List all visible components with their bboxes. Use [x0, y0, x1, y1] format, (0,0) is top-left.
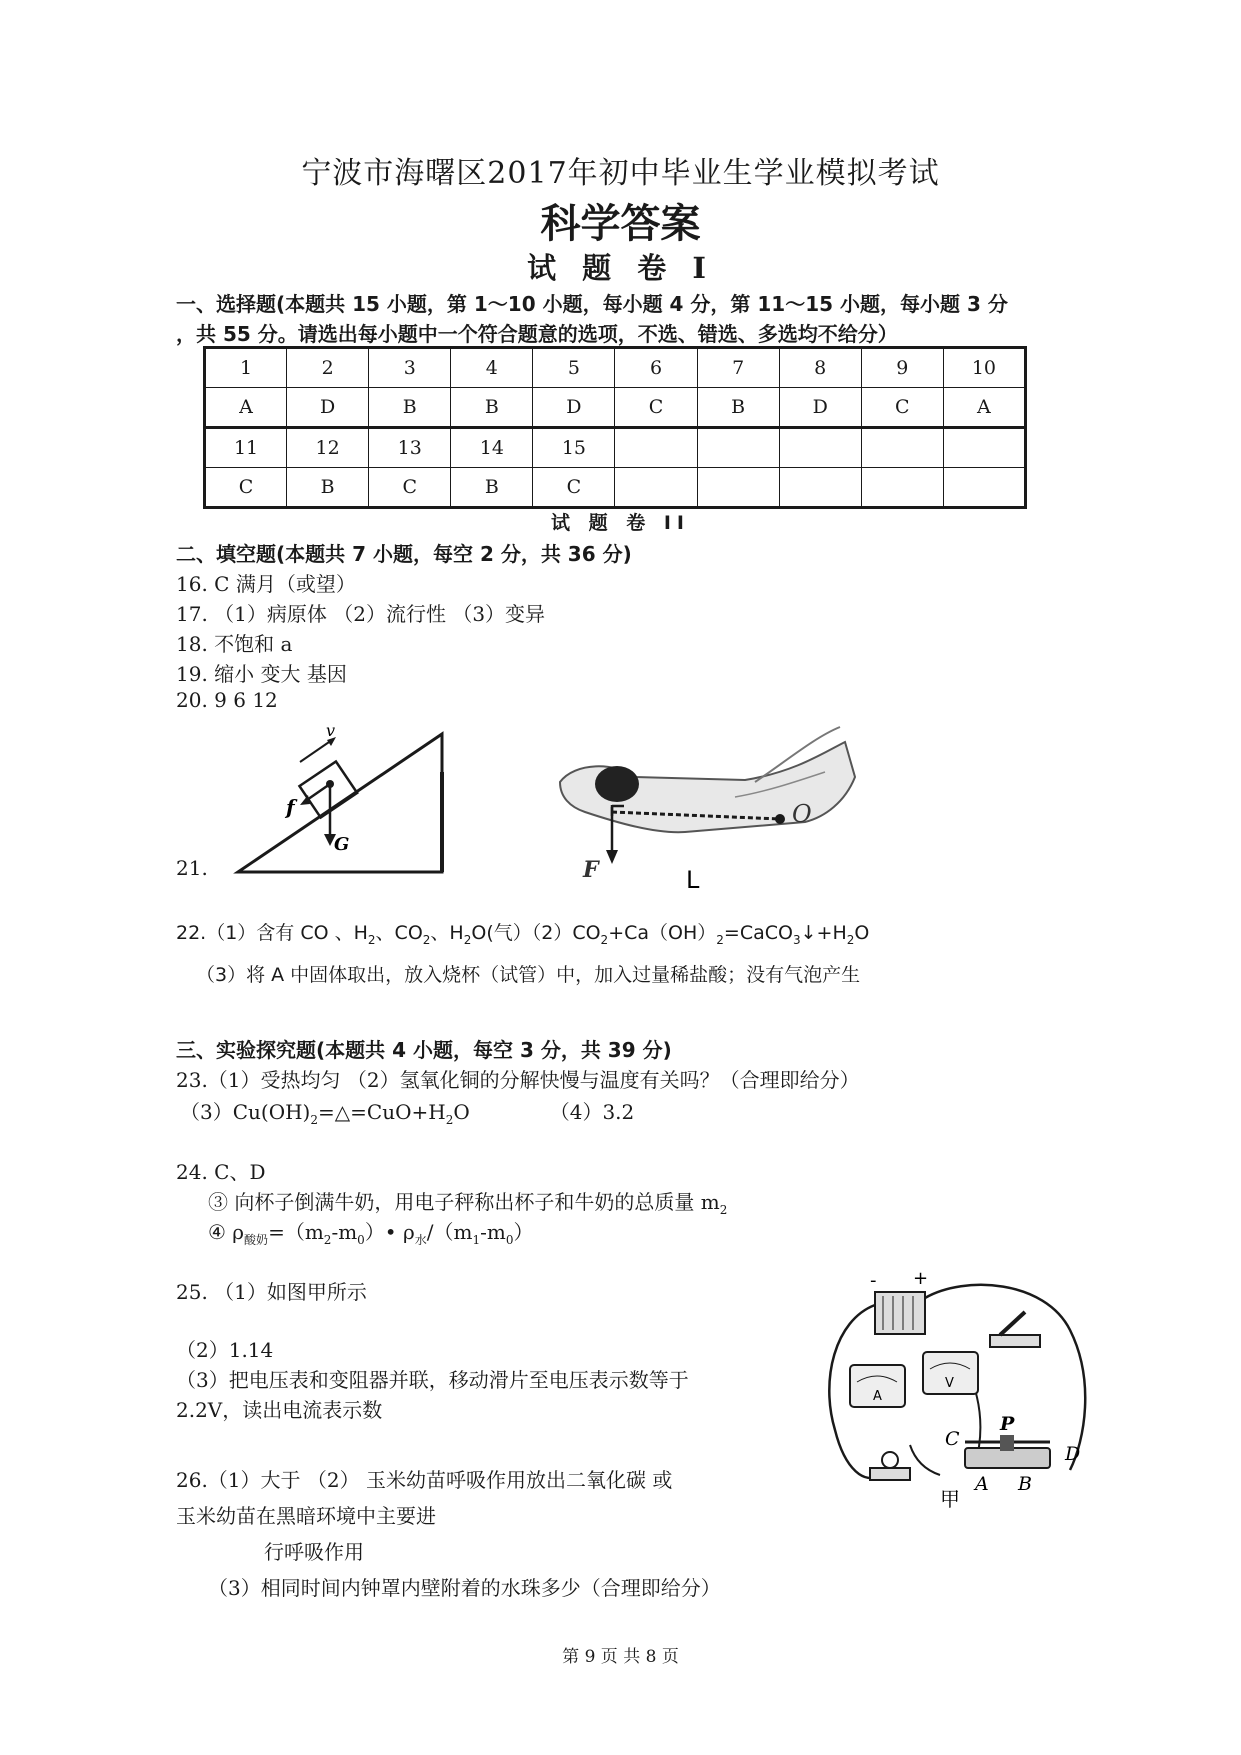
table-cell: B	[451, 388, 533, 428]
table-cell: 13	[369, 428, 451, 468]
answer-q23-line2: $(3)Cu(OH)_2=\triangle=CuO+H_2O$ （4）3.2	[180, 1100, 635, 1127]
lever-arm-label: L	[686, 866, 700, 892]
answer-q22-line2: （3）将 A 中固体取出，放入烧杯（试管）中，加入过量稀盐酸；没有气泡产生	[196, 964, 861, 986]
table-cell	[697, 468, 779, 508]
table-cell: C	[615, 388, 697, 428]
answer-q24-line2: ③ 向杯子倒满牛奶，用电子秤称出杯子和牛奶的总质量 $m_2$	[208, 1190, 728, 1217]
table-cell: 12	[287, 428, 369, 468]
table-cell: 3	[369, 348, 451, 388]
switch-icon	[990, 1312, 1040, 1347]
answer-table	[203, 346, 1027, 509]
answer-q23-line1: 23.（1）受热均匀 （2）氢氧化铜的分解快慢与温度有关吗？（合理即给分）	[176, 1068, 860, 1092]
table-cell	[615, 428, 697, 468]
table-cell	[779, 428, 861, 468]
section3-heading: 三、实验探究题(本题共 4 小题，每空 3 分，共 39 分)	[176, 1038, 672, 1062]
table-cell	[943, 428, 1025, 468]
table-cell: B	[369, 388, 451, 428]
terminal-c-label: C	[945, 1428, 960, 1450]
section2-heading: 二、填空题(本题共 7 小题，每空 2 分，共 36 分)	[176, 542, 632, 566]
answer-q25-line1: 25. （1）如图甲所示	[176, 1280, 367, 1304]
answer-q21-label: 21.	[176, 856, 208, 880]
answer-q25-line2: （2）1.14	[176, 1338, 274, 1362]
battery-icon	[875, 1292, 925, 1334]
table-cell: 10	[943, 348, 1025, 388]
slider-p-label: P	[1000, 1413, 1015, 1435]
table-cell: 9	[861, 348, 943, 388]
table-cell: 1	[205, 348, 287, 388]
table-cell: 15	[533, 428, 615, 468]
answer-q18: 18. 不饱和 a	[176, 632, 293, 656]
table-cell: D	[287, 388, 369, 428]
table-cell	[943, 468, 1025, 508]
table-cell: 7	[697, 348, 779, 388]
table-cell: 11	[205, 428, 287, 468]
table-row	[205, 388, 1026, 428]
table-cell: 14	[451, 428, 533, 468]
section1-heading-line1: 一、选择题(本题共 15 小题，第 1～10 小题，每小题 4 分，第 11～15 小题，每小题 3 分	[176, 292, 1008, 316]
table-cell	[861, 468, 943, 508]
table-row	[205, 428, 1026, 468]
table-cell: A	[943, 388, 1025, 428]
table-cell: 2	[287, 348, 369, 388]
battery-minus-label: -	[870, 1270, 877, 1291]
figure-caption: 甲	[940, 1487, 960, 1510]
part-one-heading: 试 题 卷 I	[527, 251, 714, 285]
exam-title: 宁波市海曙区2017年初中毕业生学业模拟考试	[301, 156, 940, 191]
table-cell: C	[861, 388, 943, 428]
page-footer: 第 9 页 共 8 页	[562, 1647, 679, 1667]
incline-diagram	[230, 722, 460, 882]
table-cell: C	[533, 468, 615, 508]
answer-q22-line1: 22.（1）含有 CO 、$H_2$、$CO_2$、$H_2O$(气）$(2)CO_2+Ca(OH)_2=CaCO_3↓+H_2O$	[176, 922, 870, 947]
table-cell	[697, 428, 779, 468]
voltmeter-label: V	[945, 1376, 954, 1391]
table-cell: D	[779, 388, 861, 428]
table-cell: D	[533, 388, 615, 428]
terminal-d-label: D	[1065, 1443, 1081, 1465]
answer-q19: 19. 缩小 变大 基因	[176, 662, 347, 686]
answer-q26-line4: （3）相同时间内钟罩内壁附着的水珠多少（合理即给分）	[208, 1576, 721, 1600]
answer-q20: 20. 9 6 12	[176, 688, 278, 712]
doc-subtitle: 科学答案	[540, 200, 701, 247]
table-cell: 5	[533, 348, 615, 388]
terminal-a-label: A	[975, 1473, 989, 1495]
answer-q26-line3: 行呼吸作用	[264, 1540, 364, 1564]
table-cell: C	[205, 468, 287, 508]
answer-q17: 17. （1）病原体 （2）流行性 （3）变异	[176, 602, 546, 626]
voltmeter-icon	[923, 1352, 978, 1394]
table-row	[205, 348, 1026, 388]
battery-plus-label: +	[913, 1270, 929, 1289]
rheostat-icon	[965, 1435, 1050, 1468]
answer-q24-line1: 24. C、D	[176, 1160, 266, 1184]
part-two-heading: 试 题 卷 II	[551, 512, 690, 534]
force-label: F	[583, 857, 599, 883]
answer-q26-line2: 玉米幼苗在黑暗环境中主要进	[176, 1504, 436, 1528]
ammeter-icon	[850, 1365, 905, 1407]
arm-lever-diagram	[555, 722, 865, 892]
answer-q26-line1: 26.（1）大于 （2） 玉米幼苗呼吸作用放出二氧化碳 或	[176, 1468, 673, 1492]
section1-heading-line2: ，共 55 分。请选出每小题中一个符合题意的选项，不选、错选、多选均不给分）	[176, 322, 898, 346]
table-cell: A	[205, 388, 287, 428]
table-cell	[779, 468, 861, 508]
answer-q25-line4: 2.2V，读出电流表示数	[176, 1398, 383, 1422]
table-row	[205, 468, 1026, 508]
table-cell: 8	[779, 348, 861, 388]
velocity-label: v	[326, 722, 336, 740]
table-cell: C	[369, 468, 451, 508]
fulcrum-label: O	[792, 800, 812, 828]
table-cell: B	[451, 468, 533, 508]
table-cell: 6	[615, 348, 697, 388]
friction-label: f	[286, 795, 295, 819]
bulb-icon	[870, 1452, 910, 1480]
terminal-b-label: B	[1018, 1473, 1032, 1495]
answer-q25-line3: （3）把电压表和变阻器并联，移动滑片至电压表示数等于	[176, 1368, 689, 1392]
table-cell: 4	[451, 348, 533, 388]
table-cell: B	[697, 388, 779, 428]
table-cell	[861, 428, 943, 468]
table-cell: B	[287, 468, 369, 508]
answer-q24-line3: ④ $\rho_{酸奶}=(m_2-m_0)•$ $\rho_水/(m_1-m_0)$	[208, 1220, 534, 1247]
circuit-diagram	[815, 1270, 1105, 1510]
answer-q16: 16. C 满月（或望）	[176, 572, 356, 596]
ammeter-label: A	[873, 1389, 882, 1404]
gravity-label: G	[334, 834, 350, 855]
table-cell	[615, 468, 697, 508]
